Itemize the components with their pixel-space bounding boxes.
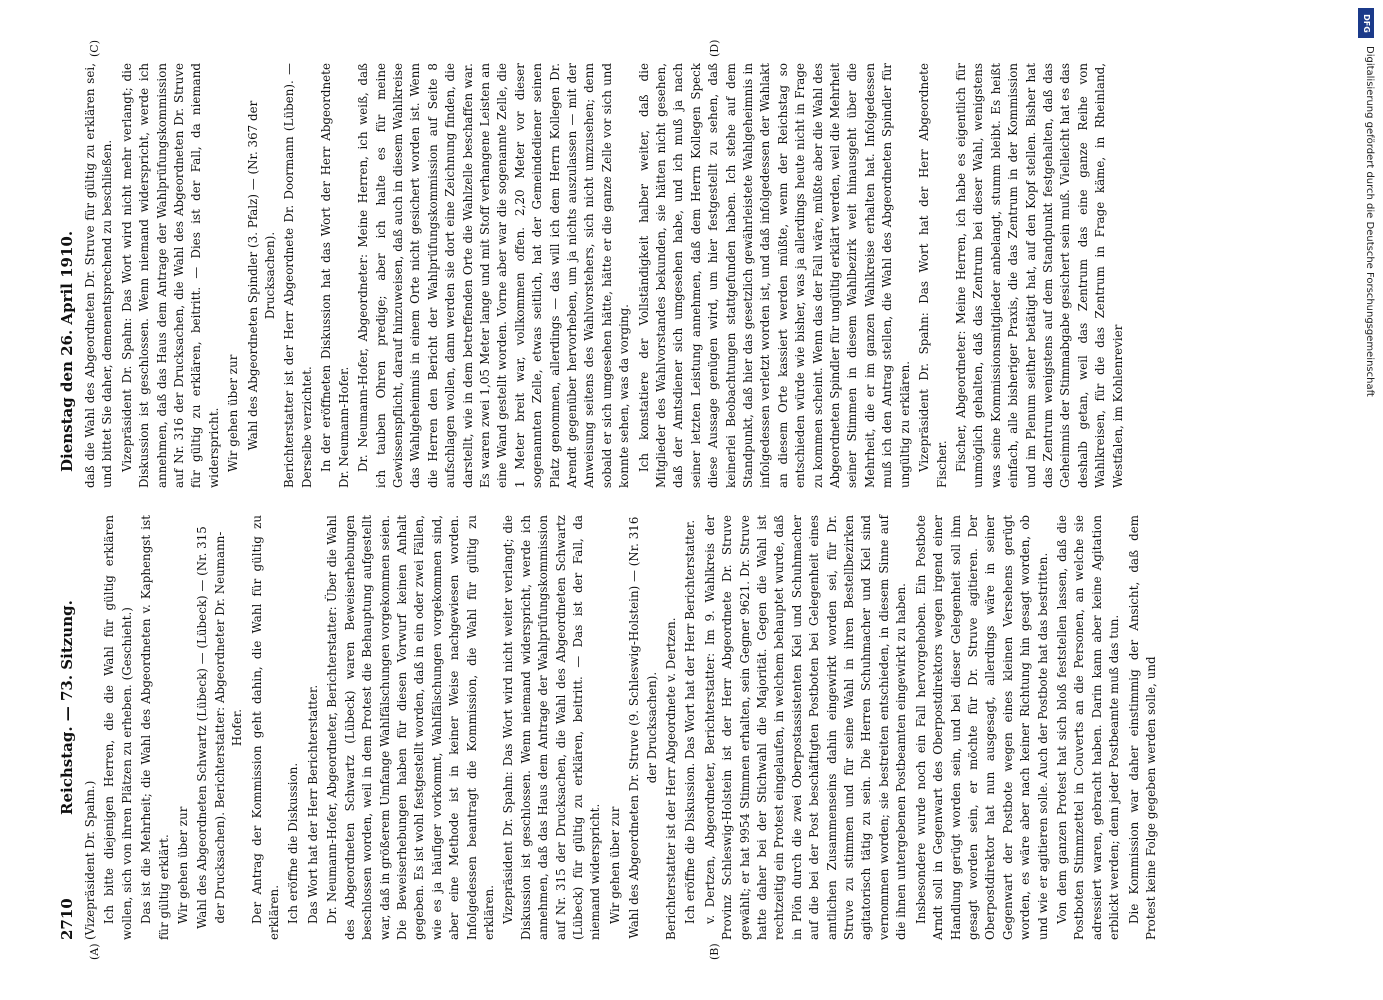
right-column-paragraph: Wir gehen über zur [226, 354, 241, 472]
dfg-notice-text: Digitalisierung gefördert durch die Deutsche Forschungsgemeinschaft [1364, 46, 1375, 397]
right-column-paragraph: Vizepräsident Dr. Spahn: Das Wort hat der Herr Abgeordnete Fischer. [917, 63, 949, 488]
left-column-paragraph: Die Kommission war daher einstimmig der Ansicht, daß dem Protest keine Folge gegeben werden solle, und [1126, 515, 1158, 940]
margin-mark-b: (B) [708, 943, 721, 960]
page-number: 2710 [58, 898, 76, 940]
right-column-paragraph: Vizepräsident Dr. Spahn: Das Wort wird nicht mehr verlangt; die Diskussion ist geschlossen. Wenn niemand widerspricht, werde ich annehmen, daß das Haus dem Antrage der Wahlprüfungskommission auf Nr. 316 der Drucksachen, die Wahl des Abgeordneten Dr. Struve für gültig zu erklären, beitritt. — Dies ist der Fall, da niemand widerspricht. [119, 63, 221, 488]
left-column-paragraph: Wir gehen über zur [607, 806, 622, 924]
left-column-paragraph: v. Dertzen, Abgeordneter, Berichterstatter: Im 9. Wahlkreis der Provinz Schleswig-Holstein ist der Herr Abgeordnete Dr. Struve gewählt; er hat 9954 Stimmen erhalten, sein Gegner 9621. Dr. Struve hatte daher bei der Stichwahl die Majorität. Gegen die Wahl ist rechtzeitig ein Protest eingelaufen, in welchem behauptet wurde, daß in Plön durch die zwei Oberpostassistenten Kiel und Schuhmacher auf die bei der Post beschäftigten Postboten bei Gelegenheit eines amtlichen Zusammenseins dahin eingewirkt worden sei, für Dr. Struve zu stimmen und für seine Wahl in ihren Bestellbezirken agitatorisch tätig zu sein. Die Herren Schuhmacher und Kiel sind vernommen worden; sie bestreiten entschieden, in diesem Sinne auf die ihnen untergebenen Postbeamten eingewirkt zu haben. [702, 515, 909, 940]
right-column-paragraph: Wahl des Abgeordneten Spindler (3. Pfalz) — (Nr. 367 der Drucksachen). [245, 100, 278, 451]
left-column-paragraph: Der Antrag der Kommission geht dahin, die Wahl für gültig zu erklären. [249, 515, 282, 940]
session-title: Reichstag. — 73. Sitzung. [58, 600, 76, 815]
left-column-paragraph: Dr. Neumann-Hofer, Abgeordneter, Berichterstatter: Über die Wahl des Abgeordneten Schwartz (Lübeck) waren Beweiserhebungen beschlossen worden, weil in dem Protest die Behauptung aufgestellt war, daß in größerem Umfange Wahlfälschungen vorgekommen seien. Die Beweiserhebungen haben für diesen Vorwurf keinen Anhalt gegeben. Es ist wohl festgestellt worden, daß in ein oder zwei Fällen, wie es ja häufiger vorkommt, Wahlfälschungen vorgekommen sind, aber eine Methode ist in keiner Weise nachgewiesen worden. Infolgedessen beantragt die Kommission, die Wahl für gültig zu erklären. [325, 515, 496, 940]
left-column-paragraph: Wahl des Abgeordneten Schwartz (Lübeck) — (Lübeck) — (Nr. 315 der Drucksachen). Berichterstatter: Abgeordneter Dr. Neumann-Hofer. [195, 526, 245, 929]
right-text-column [82, 63, 1129, 488]
left-column-paragraph: Wir gehen über zur [176, 806, 191, 924]
dfg-logo: DFG [1358, 8, 1374, 38]
left-column-paragraph: Insbesondere wurde noch ein Fall hervorgehoben. Ein Postbote Arndt soll in Gegenwart des Oberpostdirektors wegen irgend einer Handlung gerügt worden sein, und bei dieser Gelegenheit soll ihm gesagt worden sein, er möchte für Dr. Struve agitieren. Der Oberpostdirektor hat nun ausgesagt, allerdings wäre in seiner Gegenwart der Postbote wegen eines kleinen Versehens gerügt worden, es wäre aber nach keiner Richtung hin gesagt worden, ob und wie er agitieren solle. Auch der Postbote hat das bestritten. [913, 515, 1050, 940]
page-header [58, 60, 78, 940]
left-column-paragraph: Das Wort hat der Herr Berichterstatter. [305, 684, 320, 924]
margin-mark-a: (A) [88, 943, 101, 960]
right-column-paragraph: Fischer, Abgeordneter: Meine Herren, ich habe es eigentlich für unmöglich gehalten, daß das Zentrum bei dieser Wahl, wenigstens was seine Kommissionsmitglieder anbelangt, stumm bleibt. Es heißt einfach, alle bisheriger Praxis, die das Zentrum in der Kommission und im Plenum seither betätigt hat, auf den Kopf stellen. Bisher hat das Zentrum wenigstens auf dem Standpunkt festgehalten, daß das Geheimnis der Stimmabgabe gesichert sein muß. Vielleicht hat es das deshalb getan, weil das Zentrum das eine ganze Reihe von Wahlkreisen, für die das Zentrum in Frage käme, in Rheinland, Westfalen, im Kohlenrevier [953, 63, 1125, 488]
right-column-paragraph: In der eröffneten Diskussion hat das Wort der Herr Abgeordnete Dr. Neumann-Hofer. [319, 63, 351, 488]
left-column-paragraph: Ich eröffne die Diskussion. Das Wort hat der Herr Berichterstatter. [683, 519, 698, 924]
left-column-paragraph: Berichterstatter ist der Herr Abgeordnete v. Dertzen. [664, 617, 678, 940]
right-column-paragraph: daß die Wahl des Abgeordneten Dr. Struve für gültig zu erklären sei, und bittet Sie daher, demenentsprechend zu beschließen. [83, 63, 115, 488]
left-column-paragraph: Ich bitte diejenigen Herren, die die Wahl für gültig erklären wollen, sich von ihren Plätzen zu erheben. (Geschieht.) [102, 515, 134, 940]
left-column-paragraph: Vizepräsident Dr. Spahn: Das Wort wird nicht weiter verlangt; die Diskussion ist geschlossen. Wenn niemand widerspricht, werde ich annehmen, daß das Haus dem Antrage der Wahlprüfungskommission auf Nr. 315 der Drucksachen, die Wahl des Abgeordneten Schwartz (Lübeck) für gültig zu erklären, beitritt. — Das ist der Fall, da niemand widerspricht. [501, 515, 603, 940]
session-date: Dienstag den 26. April 1910. [58, 230, 76, 472]
left-column-paragraph: Das ist die Mehrheit; die Wahl des Abgeordneten v. Kaphengst ist für gültig erklärt. [139, 515, 171, 940]
right-column-paragraph: Dr. Neumann-Hofer, Abgeordneter: Meine Herren, ich weiß, daß ich tauben Ohren predige; aber ich halte es für meine Gewissenspflicht, darauf hinzuweisen, daß auch in diesem Wahlkreise das Wahlgeheimnis in einem Orte nicht gesichert worden ist. Wenn die Herren den Bericht der Wahlprüfungskommission auf Seite 8 aufschlagen wollen, dann werden sie dort eine Zeichnung finden, die darstellt, wie in dem betreffenden Orte die Wahlzelle beschaffen war. Es waren zwei 1,05 Meter lange und mit Stoff verhangene Leisten an eine Wand gestellt worden. Vorne aber war die sogenannte Zelle, die 1 Meter breit war, vollkommen offen. 2,20 Meter vor dieser sogenannten Zelle, etwas seitlich, hat der Gemeindediener seinen Platz genommen, allerdings — das will ich dem Herrn Kollegen Dr. Arendt gegenüber hervorheben, um ja nichts auszulassen — mit der Anweisung seitens des Wahlvorstehers, sich nicht umzusehen; denn sobald er sich umgesehen hätte, hätte er die ganze Zelle vor sich und konnte sehen, was da vorging. [356, 63, 632, 488]
left-column-paragraph: Ich eröffne die Diskussion. [286, 762, 301, 924]
left-column-paragraph: Wahl des Abgeordneten Dr. Struve (9. Schleswig-Holstein) — (Nr. 316 der Drucksachen). [627, 516, 659, 939]
left-column-paragraph: (Vizepräsident Dr. Spahn.) [83, 780, 97, 940]
left-column-paragraph: Von dem ganzen Protest hat sich bloß feststellen lassen, daß die Postboten Stimmzettel in Couverts an die Personen, an welche sie adressiert waren, gebracht haben. Darin kann aber keine Agitation erblickt werden; denn jeder Postbeamte muß das tun. [1054, 515, 1122, 940]
right-column-paragraph: Berichterstatter ist der Herr Abgeordnete Dr. Doormann (Lüben). — Derselbe verzichtet. [282, 63, 314, 488]
dfg-notice [1355, 8, 1377, 993]
margin-mark-c: (C) [88, 40, 101, 57]
right-column-paragraph: Ich konstatiere der Vollständigkeit halber weiter, daß die Mitglieder des Wahlvorstandes bekunden, sie hätten nicht gesehen, daß der Amtsdiener sich umgesehen habe, und ich muß ja nach seiner letzten Leistung annehmen, daß dem Herrn Kollegen Speck diese Aussage genügen wird, um hier festgestellt zu sehen, daß keinerlei Beobachtungen stattgefunden haben. Ich stehe auf dem Standpunkt, daß hier das gesetzlich gewährleistete Wahlgeheimnis in infolgedessen verletzt worden ist, und daß infolgedessen der Wahlakt an diesem Orte kassiert werden müßte, wenn der Reichstag so entschieden würde wie bisher, was ja allerdings heute nicht in Frage zu kommen scheint. Wenn das der Fall wäre, müßte aber die Wahl des Abgeordneten Spindler für ungültig erklärt werden, weil die Mehrheit seiner Stimmen in diesem Wahlbezirk weit hinausgeht über die Mehrheit, die er im ganzen Wahlkreise erhalten hat. Infolgedessen muß ich den Antrag stellen, die Wahl des Abgeordneten Spindler für ungültig zu erklären. [636, 63, 912, 488]
left-text-column [82, 515, 1162, 940]
margin-mark-d: (D) [708, 39, 721, 57]
